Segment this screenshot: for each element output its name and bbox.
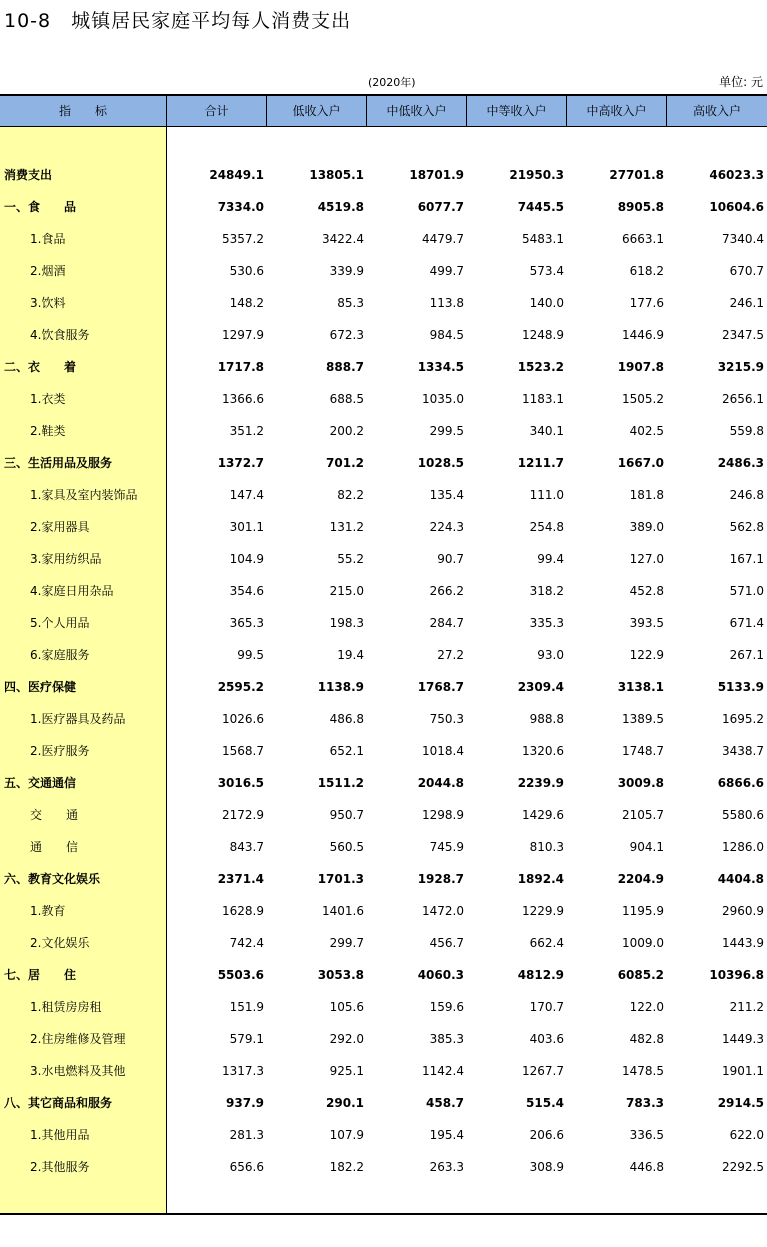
row-value: 335.3 <box>529 616 564 630</box>
table-row <box>0 837 767 869</box>
table-row <box>0 197 767 229</box>
row-value: 688.5 <box>329 392 364 406</box>
header-indicator: 指 标 <box>58 104 107 118</box>
row-label: 交 通 <box>30 808 79 822</box>
row-value: 19.4 <box>337 648 364 662</box>
table-row <box>0 1093 767 1125</box>
row-value: 7340.4 <box>722 232 764 246</box>
row-label: 2.家用器具 <box>30 520 90 534</box>
row-value: 290.1 <box>326 1096 364 1110</box>
row-value: 1717.8 <box>217 360 264 374</box>
row-value: 2960.9 <box>722 904 764 918</box>
row-value: 1449.3 <box>722 1032 764 1046</box>
table-row <box>0 965 767 997</box>
row-value: 403.6 <box>529 1032 564 1046</box>
row-value: 148.2 <box>229 296 264 310</box>
row-value: 181.8 <box>629 488 664 502</box>
row-value: 104.9 <box>229 552 264 566</box>
row-value: 2914.5 <box>717 1096 764 1110</box>
row-value: 662.4 <box>529 936 564 950</box>
row-value: 3009.8 <box>617 776 664 790</box>
row-value: 1446.9 <box>622 328 664 342</box>
row-value: 3215.9 <box>717 360 764 374</box>
table-row <box>0 1029 767 1061</box>
row-value: 6085.2 <box>617 968 664 982</box>
row-value: 90.7 <box>437 552 464 566</box>
row-value: 515.4 <box>526 1096 564 1110</box>
row-value: 111.0 <box>529 488 564 502</box>
row-value: 10604.6 <box>709 200 764 214</box>
row-value: 4519.8 <box>317 200 364 214</box>
row-value: 1366.6 <box>222 392 264 406</box>
row-value: 571.0 <box>729 584 764 598</box>
row-value: 3016.5 <box>217 776 264 790</box>
row-value: 85.3 <box>337 296 364 310</box>
row-value: 246.8 <box>729 488 764 502</box>
row-label: 五、交通通信 <box>4 776 77 790</box>
header-high-income: 高收入户 <box>666 96 767 126</box>
row-value: 1026.6 <box>222 712 264 726</box>
row-value: 1443.9 <box>722 936 764 950</box>
row-value: 6077.7 <box>417 200 464 214</box>
header-lower-middle-income: 中低收入户 <box>366 96 466 126</box>
row-value: 2371.4 <box>217 872 264 886</box>
row-label: 1.教育 <box>30 904 66 918</box>
unit-label: 单位: 元 <box>719 75 763 89</box>
row-value: 559.8 <box>729 424 764 438</box>
row-label: 2.鞋类 <box>30 424 66 438</box>
row-value: 750.3 <box>429 712 464 726</box>
row-value: 263.3 <box>429 1160 464 1174</box>
row-value: 5133.9 <box>717 680 764 694</box>
row-value: 499.7 <box>429 264 464 278</box>
row-value: 159.6 <box>429 1000 464 1014</box>
row-value: 99.4 <box>537 552 564 566</box>
row-value: 446.8 <box>629 1160 664 1174</box>
row-label: 二、衣 着 <box>4 360 77 374</box>
table-row <box>0 453 767 485</box>
row-value: 783.3 <box>626 1096 664 1110</box>
row-value: 652.1 <box>329 744 364 758</box>
row-value: 482.8 <box>629 1032 664 1046</box>
row-label: 四、医疗保健 <box>4 680 77 694</box>
row-value: 2595.2 <box>217 680 264 694</box>
table-row <box>0 293 767 325</box>
table-row <box>0 549 767 581</box>
row-value: 745.9 <box>429 840 464 854</box>
row-value: 1009.0 <box>622 936 664 950</box>
table-row <box>0 517 767 549</box>
row-label: 1.医疗器具及药品 <box>30 712 126 726</box>
row-label: 3.饮料 <box>30 296 66 310</box>
row-value: 950.7 <box>329 808 364 822</box>
row-value: 8905.8 <box>617 200 664 214</box>
row-value: 3438.7 <box>722 744 764 758</box>
row-value: 1211.7 <box>517 456 564 470</box>
row-label: 4.家庭日用杂品 <box>30 584 114 598</box>
row-value: 301.1 <box>229 520 264 534</box>
row-value: 177.6 <box>629 296 664 310</box>
row-value: 336.5 <box>629 1128 664 1142</box>
row-label: 1.家具及室内装饰品 <box>30 488 138 502</box>
row-value: 530.6 <box>229 264 264 278</box>
row-label: 七、居 住 <box>4 968 77 982</box>
row-value: 925.1 <box>329 1064 364 1078</box>
table-row <box>0 645 767 677</box>
row-value: 670.7 <box>729 264 764 278</box>
row-value: 7445.5 <box>517 200 564 214</box>
table-row <box>0 421 767 453</box>
row-value: 318.2 <box>529 584 564 598</box>
table-row <box>0 677 767 709</box>
row-value: 10396.8 <box>709 968 764 982</box>
row-value: 1389.5 <box>622 712 664 726</box>
row-label: 6.家庭服务 <box>30 648 90 662</box>
row-value: 122.0 <box>629 1000 664 1014</box>
row-value: 1667.0 <box>617 456 664 470</box>
row-label: 1.衣类 <box>30 392 66 406</box>
row-value: 18701.9 <box>409 168 464 182</box>
row-value: 93.0 <box>537 648 564 662</box>
table-row <box>0 325 767 357</box>
row-label: 1.租赁房房租 <box>30 1000 102 1014</box>
row-value: 672.3 <box>329 328 364 342</box>
row-value: 1195.9 <box>622 904 664 918</box>
row-value: 2656.1 <box>722 392 764 406</box>
row-value: 4479.7 <box>422 232 464 246</box>
row-value: 562.8 <box>729 520 764 534</box>
row-value: 167.1 <box>729 552 764 566</box>
row-value: 200.2 <box>329 424 364 438</box>
row-value: 127.0 <box>629 552 664 566</box>
row-value: 456.7 <box>429 936 464 950</box>
row-label: 3.家用纺织品 <box>30 552 102 566</box>
row-value: 99.5 <box>237 648 264 662</box>
row-value: 2239.9 <box>517 776 564 790</box>
row-label: 2.医疗服务 <box>30 744 90 758</box>
row-value: 339.9 <box>329 264 364 278</box>
row-value: 393.5 <box>629 616 664 630</box>
row-value: 6866.6 <box>717 776 764 790</box>
row-value: 131.2 <box>329 520 364 534</box>
row-value: 151.9 <box>229 1000 264 1014</box>
row-value: 2204.9 <box>617 872 664 886</box>
row-label: 消费支出 <box>4 168 53 182</box>
row-value: 7334.0 <box>217 200 264 214</box>
row-value: 1018.4 <box>422 744 464 758</box>
row-value: 888.7 <box>326 360 364 374</box>
row-value: 1907.8 <box>617 360 664 374</box>
row-value: 24849.1 <box>209 168 264 182</box>
row-value: 2105.7 <box>622 808 664 822</box>
row-value: 3422.4 <box>322 232 364 246</box>
row-label: 一、食 品 <box>4 200 77 214</box>
row-value: 3138.1 <box>617 680 664 694</box>
row-value: 1429.6 <box>522 808 564 822</box>
table-row <box>0 709 767 741</box>
table-header <box>0 96 767 127</box>
row-label: 1.食品 <box>30 232 66 246</box>
row-value: 170.7 <box>529 1000 564 1014</box>
row-label: 六、教育文化娱乐 <box>4 872 101 886</box>
row-value: 1317.3 <box>222 1064 264 1078</box>
row-value: 742.4 <box>229 936 264 950</box>
row-label: 通 信 <box>30 840 79 854</box>
row-value: 988.8 <box>529 712 564 726</box>
row-value: 122.9 <box>629 648 664 662</box>
row-value: 254.8 <box>529 520 564 534</box>
row-value: 46023.3 <box>709 168 764 182</box>
row-value: 13805.1 <box>309 168 364 182</box>
row-value: 1320.6 <box>522 744 564 758</box>
row-value: 458.7 <box>426 1096 464 1110</box>
row-value: 140.0 <box>529 296 564 310</box>
row-value: 211.2 <box>729 1000 764 1014</box>
year-note: (2020年) <box>368 76 416 89</box>
row-value: 27.2 <box>437 648 464 662</box>
row-value: 206.6 <box>529 1128 564 1142</box>
row-value: 1028.5 <box>417 456 464 470</box>
row-value: 5580.6 <box>722 808 764 822</box>
row-value: 452.8 <box>629 584 664 598</box>
row-value: 198.3 <box>329 616 364 630</box>
row-value: 1297.9 <box>222 328 264 342</box>
table-row <box>0 773 767 805</box>
row-value: 402.5 <box>629 424 664 438</box>
row-label: 2.住房维修及管理 <box>30 1032 126 1046</box>
header-middle-income: 中等收入户 <box>466 96 566 126</box>
row-value: 246.1 <box>729 296 764 310</box>
row-value: 701.2 <box>326 456 364 470</box>
row-value: 2172.9 <box>222 808 264 822</box>
row-value: 5357.2 <box>222 232 264 246</box>
row-value: 195.4 <box>429 1128 464 1142</box>
row-value: 1372.7 <box>217 456 264 470</box>
row-value: 82.2 <box>337 488 364 502</box>
row-value: 937.9 <box>226 1096 264 1110</box>
row-value: 2292.5 <box>722 1160 764 1174</box>
row-value: 1892.4 <box>517 872 564 886</box>
row-value: 1511.2 <box>317 776 364 790</box>
row-value: 4812.9 <box>517 968 564 982</box>
row-value: 224.3 <box>429 520 464 534</box>
table-row <box>0 261 767 293</box>
row-value: 671.4 <box>729 616 764 630</box>
row-value: 385.3 <box>429 1032 464 1046</box>
row-value: 107.9 <box>329 1128 364 1142</box>
row-label: 三、生活用品及服务 <box>4 456 113 470</box>
table-row <box>0 933 767 965</box>
row-value: 340.1 <box>529 424 564 438</box>
row-value: 55.2 <box>337 552 364 566</box>
table-row <box>0 165 767 197</box>
row-value: 292.0 <box>329 1032 364 1046</box>
row-label: 4.饮食服务 <box>30 328 90 342</box>
table-row <box>0 997 767 1029</box>
row-value: 4060.3 <box>417 968 464 982</box>
row-value: 1298.9 <box>422 808 464 822</box>
row-value: 6663.1 <box>622 232 664 246</box>
row-value: 1695.2 <box>722 712 764 726</box>
row-value: 1523.2 <box>517 360 564 374</box>
row-label: 3.水电燃料及其他 <box>30 1064 126 1078</box>
row-value: 308.9 <box>529 1160 564 1174</box>
row-value: 266.2 <box>429 584 464 598</box>
row-value: 105.6 <box>329 1000 364 1014</box>
table-row <box>0 581 767 613</box>
row-label: 八、其它商品和服务 <box>4 1096 113 1110</box>
table-bottom-rule <box>0 1213 767 1215</box>
row-value: 579.1 <box>229 1032 264 1046</box>
row-value: 1035.0 <box>422 392 464 406</box>
row-label: 1.其他用品 <box>30 1128 90 1142</box>
row-value: 281.3 <box>229 1128 264 1142</box>
row-value: 810.3 <box>529 840 564 854</box>
row-value: 1248.9 <box>522 328 564 342</box>
row-value: 984.5 <box>429 328 464 342</box>
row-value: 182.2 <box>329 1160 364 1174</box>
row-value: 215.0 <box>329 584 364 598</box>
row-value: 1928.7 <box>417 872 464 886</box>
row-value: 904.1 <box>629 840 664 854</box>
row-label: 5.个人用品 <box>30 616 90 630</box>
row-value: 113.8 <box>429 296 464 310</box>
row-label: 2.文化娱乐 <box>30 936 90 950</box>
row-value: 1401.6 <box>322 904 364 918</box>
row-value: 351.2 <box>229 424 264 438</box>
row-value: 573.4 <box>529 264 564 278</box>
table-row <box>0 485 767 517</box>
row-value: 3053.8 <box>317 968 364 982</box>
header-low-income: 低收入户 <box>266 96 366 126</box>
row-value: 1478.5 <box>622 1064 664 1078</box>
row-value: 21950.3 <box>509 168 564 182</box>
table-row <box>0 901 767 933</box>
row-value: 2309.4 <box>517 680 564 694</box>
table-row <box>0 1125 767 1157</box>
row-value: 1768.7 <box>417 680 464 694</box>
header-upper-middle-income: 中高收入户 <box>566 96 666 126</box>
row-label: 2.烟酒 <box>30 264 66 278</box>
row-value: 365.3 <box>229 616 264 630</box>
row-value: 4404.8 <box>717 872 764 886</box>
table-row <box>0 229 767 261</box>
row-value: 1748.7 <box>622 744 664 758</box>
row-value: 299.5 <box>429 424 464 438</box>
table-row <box>0 1061 767 1093</box>
row-value: 622.0 <box>729 1128 764 1142</box>
row-value: 389.0 <box>629 520 664 534</box>
row-value: 1183.1 <box>522 392 564 406</box>
row-value: 1505.2 <box>622 392 664 406</box>
row-value: 27701.8 <box>609 168 664 182</box>
row-value: 1138.9 <box>317 680 364 694</box>
row-value: 1701.3 <box>317 872 364 886</box>
row-value: 299.7 <box>329 936 364 950</box>
row-value: 843.7 <box>229 840 264 854</box>
table-row <box>0 613 767 645</box>
row-value: 1334.5 <box>417 360 464 374</box>
row-value: 1628.9 <box>222 904 264 918</box>
table-row <box>0 1157 767 1189</box>
header-total: 合计 <box>166 96 266 126</box>
row-value: 1568.7 <box>222 744 264 758</box>
row-value: 284.7 <box>429 616 464 630</box>
row-value: 560.5 <box>329 840 364 854</box>
table-row <box>0 805 767 837</box>
table-row <box>0 741 767 773</box>
row-value: 1267.7 <box>522 1064 564 1078</box>
row-value: 147.4 <box>229 488 264 502</box>
row-value: 1229.9 <box>522 904 564 918</box>
row-value: 2486.3 <box>717 456 764 470</box>
row-value: 267.1 <box>729 648 764 662</box>
table-row <box>0 389 767 421</box>
row-value: 486.8 <box>329 712 364 726</box>
table-row <box>0 869 767 901</box>
row-value: 1286.0 <box>722 840 764 854</box>
row-value: 618.2 <box>629 264 664 278</box>
row-value: 1142.4 <box>422 1064 464 1078</box>
row-value: 354.6 <box>229 584 264 598</box>
row-value: 2347.5 <box>722 328 764 342</box>
row-label: 2.其他服务 <box>30 1160 90 1174</box>
page-title: 10-8 城镇居民家庭平均每人消费支出 <box>4 10 352 32</box>
row-value: 135.4 <box>429 488 464 502</box>
row-value: 2044.8 <box>417 776 464 790</box>
table-row <box>0 357 767 389</box>
row-value: 1472.0 <box>422 904 464 918</box>
row-value: 5483.1 <box>522 232 564 246</box>
row-value: 1901.1 <box>722 1064 764 1078</box>
row-value: 5503.6 <box>217 968 264 982</box>
row-value: 656.6 <box>229 1160 264 1174</box>
